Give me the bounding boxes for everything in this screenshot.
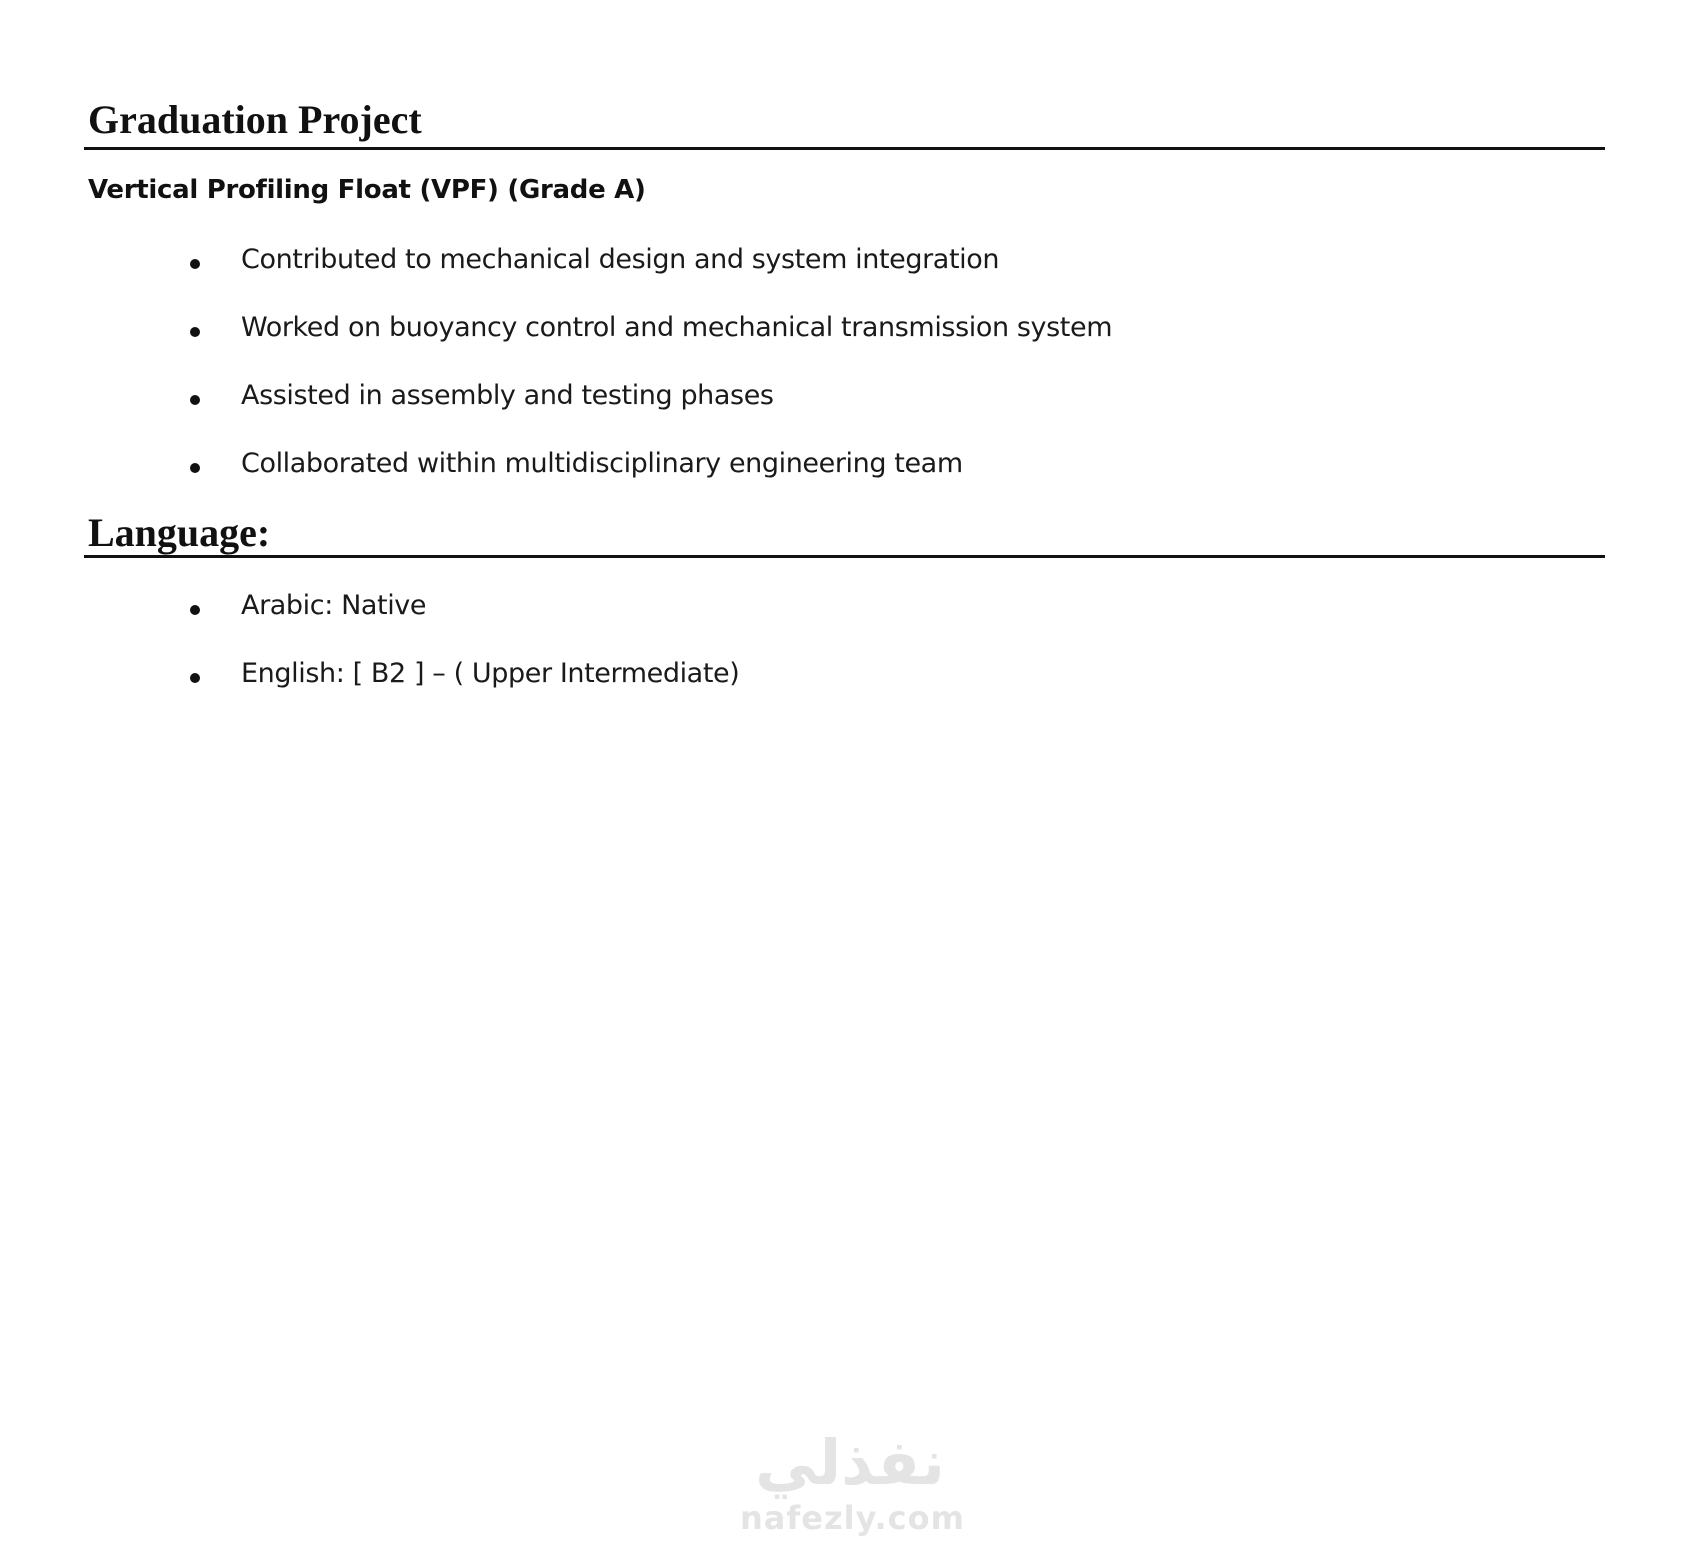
bullet-icon bbox=[190, 673, 200, 683]
bullet-icon bbox=[190, 259, 200, 269]
bullet-text: Worked on buoyancy control and mechanical transmission system bbox=[241, 312, 1113, 343]
watermark-url: nafezly.com bbox=[740, 1499, 965, 1537]
watermark-arabic-logo: نفذلي bbox=[755, 1426, 945, 1499]
bullet-icon bbox=[190, 605, 200, 615]
section-divider bbox=[84, 555, 1605, 558]
bullet-icon bbox=[190, 463, 200, 473]
bullet-icon bbox=[190, 327, 200, 337]
language-heading: Language: bbox=[88, 510, 271, 555]
bullet-text: Contributed to mechanical design and system integration bbox=[241, 244, 1000, 275]
watermark bbox=[740, 1426, 965, 1538]
bullet-text: Assisted in assembly and testing phases bbox=[241, 380, 774, 411]
project-title: Vertical Profiling Float (VPF) (Grade A) bbox=[88, 175, 646, 205]
bullet-text: Collaborated within multidisciplinary engineering team bbox=[241, 448, 963, 479]
bullet-icon bbox=[190, 395, 200, 405]
section-divider bbox=[84, 147, 1605, 150]
bullet-text: English: [ B2 ] – ( Upper Intermediate) bbox=[241, 658, 740, 689]
bullet-text: Arabic: Native bbox=[241, 590, 427, 621]
graduation-project-heading: Graduation Project bbox=[88, 97, 422, 142]
